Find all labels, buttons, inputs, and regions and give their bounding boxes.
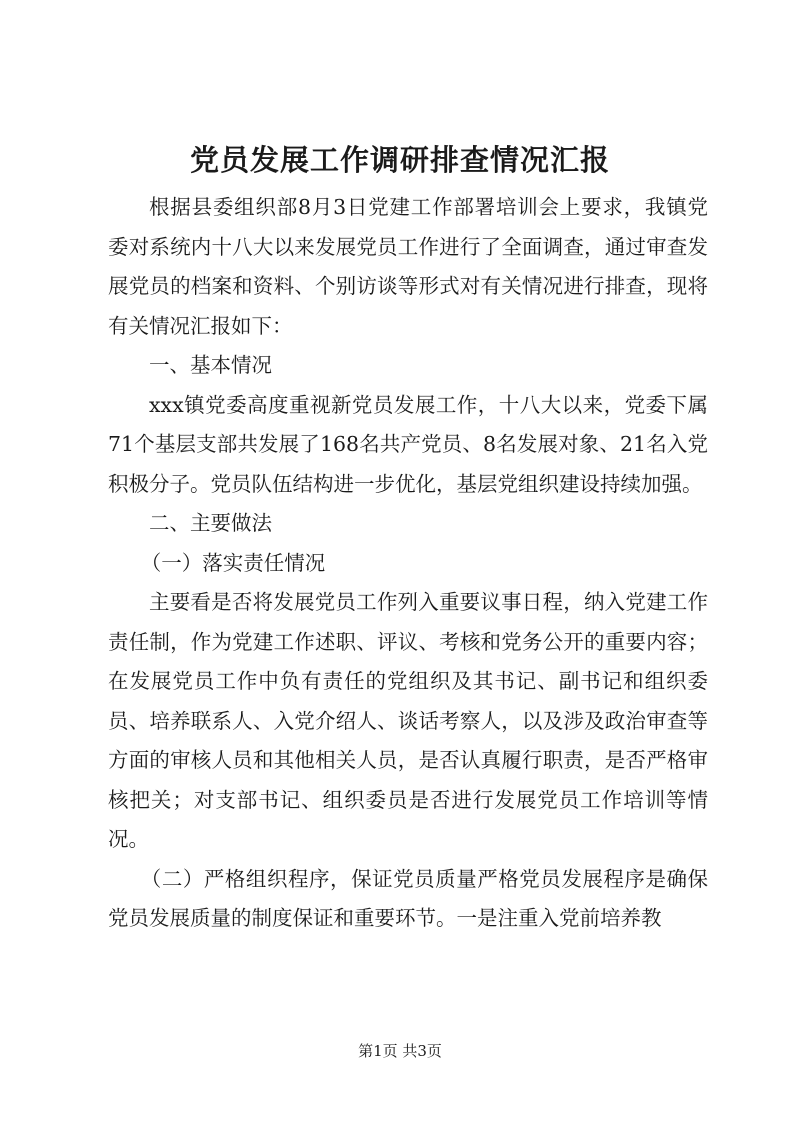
heading-basic-situation: 一、基本情况	[149, 353, 272, 377]
paragraph-intro: 根据县委组织部8月3日党建工作部署培训会上要求，我镇党委对系统内十八大以来发展党员工作进行了全面调查，通过审查发展党员的档案和资料、个别访谈等形式对有关情况进行排查，现将有关情况汇报如下：	[108, 195, 708, 338]
heading-main-practices: 二、主要做法	[149, 511, 272, 535]
page-footer: 第1页 共3页	[358, 1042, 442, 1060]
paragraph-procedure: （二）严格组织程序，保证党员质量严格党员发展程序是确保党员发展质量的制度保证和重要环节。一是注重入党前培养教	[108, 866, 708, 930]
subheading-responsibility: （一）落实责任情况	[140, 550, 326, 575]
document-body	[108, 188, 708, 939]
document-title: 党员发展工作调研排查情况汇报	[189, 143, 610, 177]
paragraph-basic-situation: xxx镇党委高度重视新党员发展工作，十八大以来，党委下属71个基层支部共发展了168名共产党员、8名发展对象、21名入党积极分子。党员队伍结构进一步优化，基层党组织建设持续加强。	[108, 392, 708, 496]
paragraph-responsibility: 主要看是否将发展党员工作列入重要议事日程，纳入党建工作责任制，作为党建工作述职、评议、考核和党务公开的重要内容；在发展党员工作中负有责任的党组织及其书记、副书记和组织委员、培养联系人、入党介绍人、谈话考察人，以及涉及政治审查等方面的审核人员和其他相关人员，是否认真履行职责，是否严格审核把关；对支部书记、组织委员是否进行发展党员工作培训等情况。	[108, 590, 708, 851]
